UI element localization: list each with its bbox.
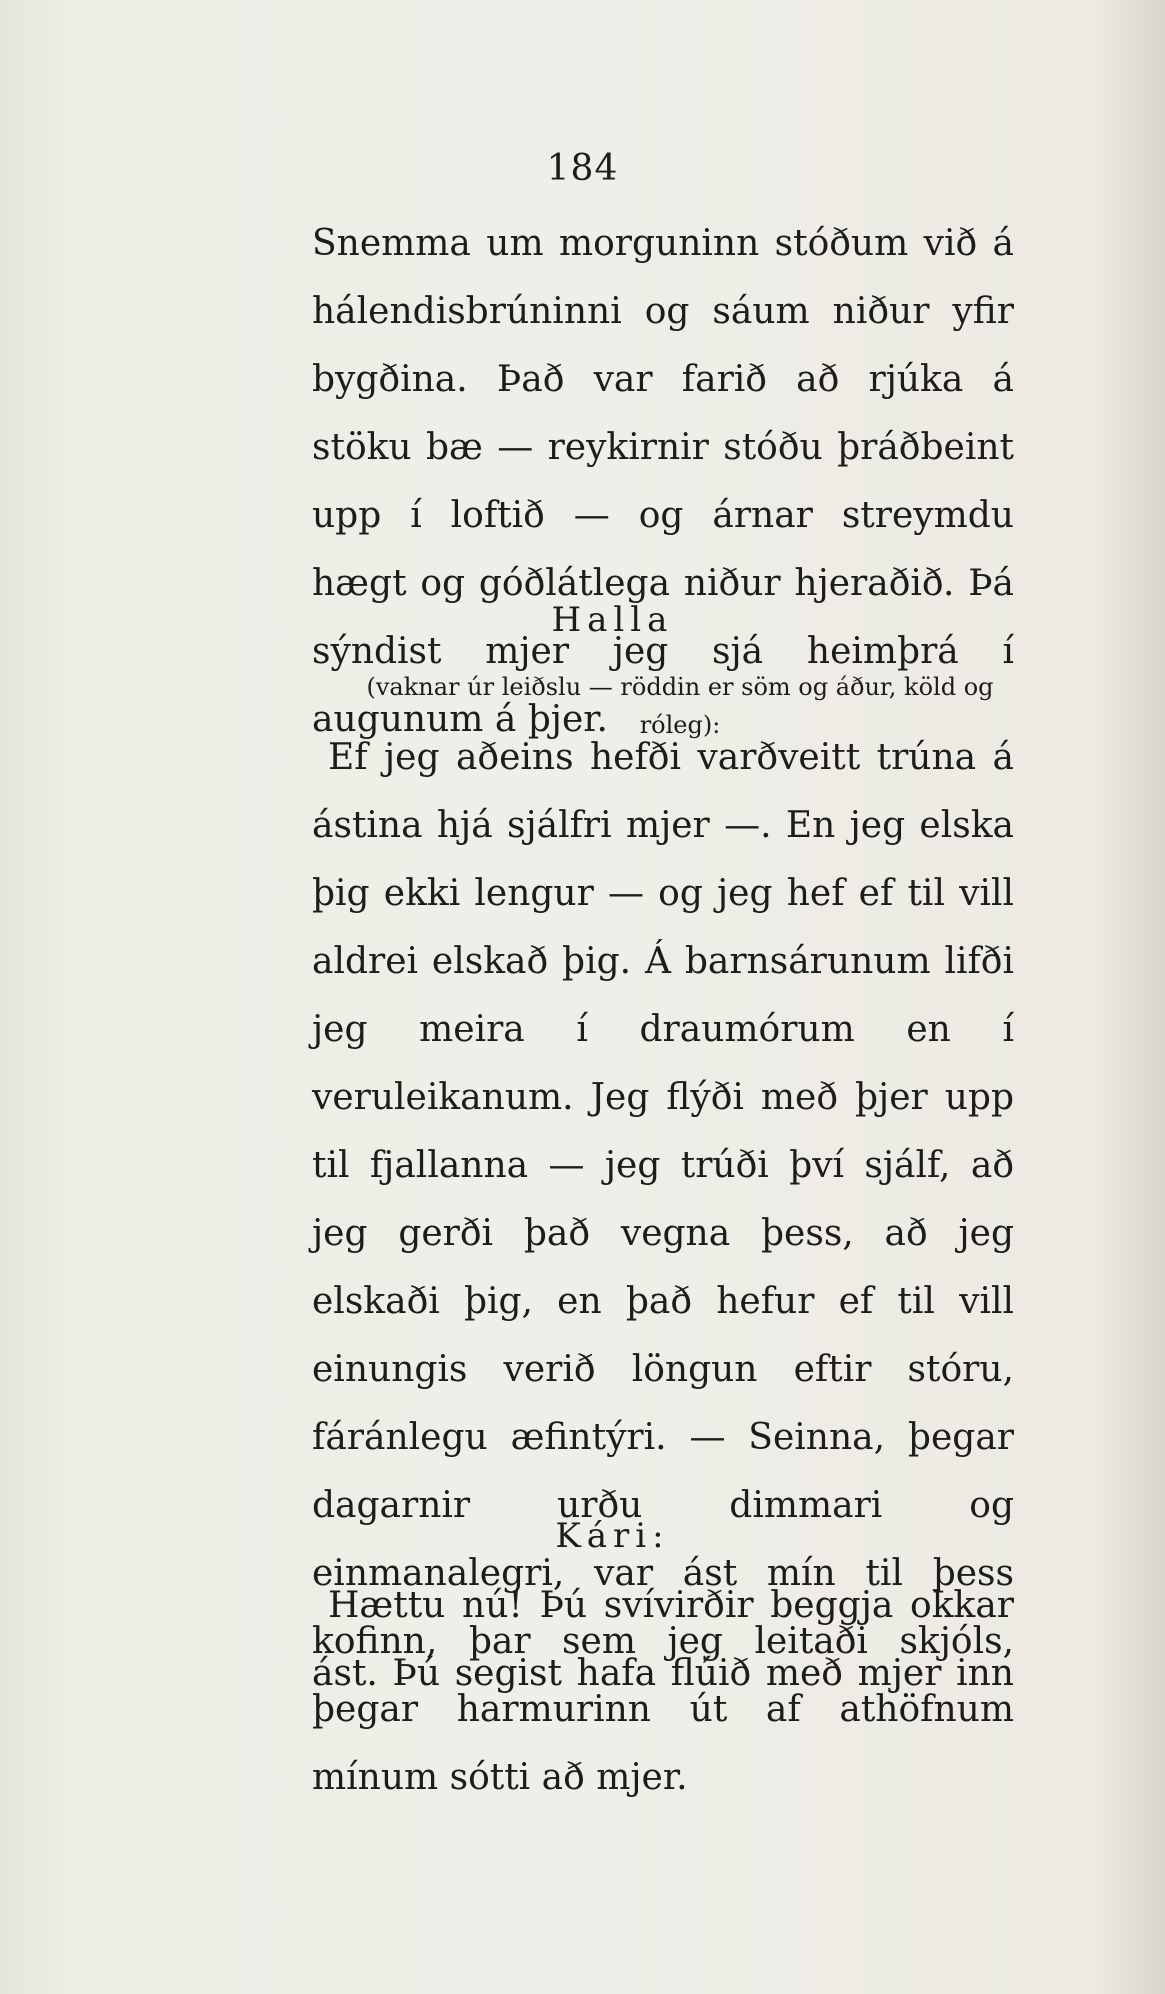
paragraph-halla-speech: Ef jeg aðeins hefði varðveitt trúna á ástina hjá sjálfri mjer —. En jeg elska þig ekki lengur — og jeg hef ef til vill aldrei elskað þig. Á barnsárunum lifði jeg meira í draumórum en í veruleikanum. Jeg flýði með þjer upp til fjallanna — jeg trúði því sjálf, að jeg gerði það vegna þess, að jeg elskaði þig, en það hefur ef til vill einungis verið löngun eftir stóru, fáránlegu æfintýri. — Seinna, þegar dagarnir urðu dimmari og einmanalegri, var ást mín til þess kofinn, þar sem jeg leitaði skjóls, þegar harmurinn út af athöfnum mínum sótti að mjer. <box>312 737 1014 1798</box>
paragraph-opening: Snemma um morguninn stóðum við á hálendisbrúninni og sáum niður yfir bygðina. Það var farið að rjúka á stöku bæ — reykirnir stóðu þráðbeint upp í loftið — og árnar streymdu hægt og góðlátlega niður hjeraðið. Þá sýndist mjer jeg sjá heimþrá í augunum á þjer. <box>312 223 1014 740</box>
paragraph-kari-speech: Hættu nú! Þú svívirðir beggja okkar ást. Þú segist hafa flúið með mjer inn <box>312 1585 1014 1694</box>
stage-direction: (vaknar úr leiðslu — röddin er söm og áður, köld og róleg): <box>366 673 994 739</box>
page-number: 184 <box>546 148 619 189</box>
speaker-name-kari: Kári: <box>555 1516 670 1556</box>
speaker-name-halla: Halla <box>551 600 674 640</box>
